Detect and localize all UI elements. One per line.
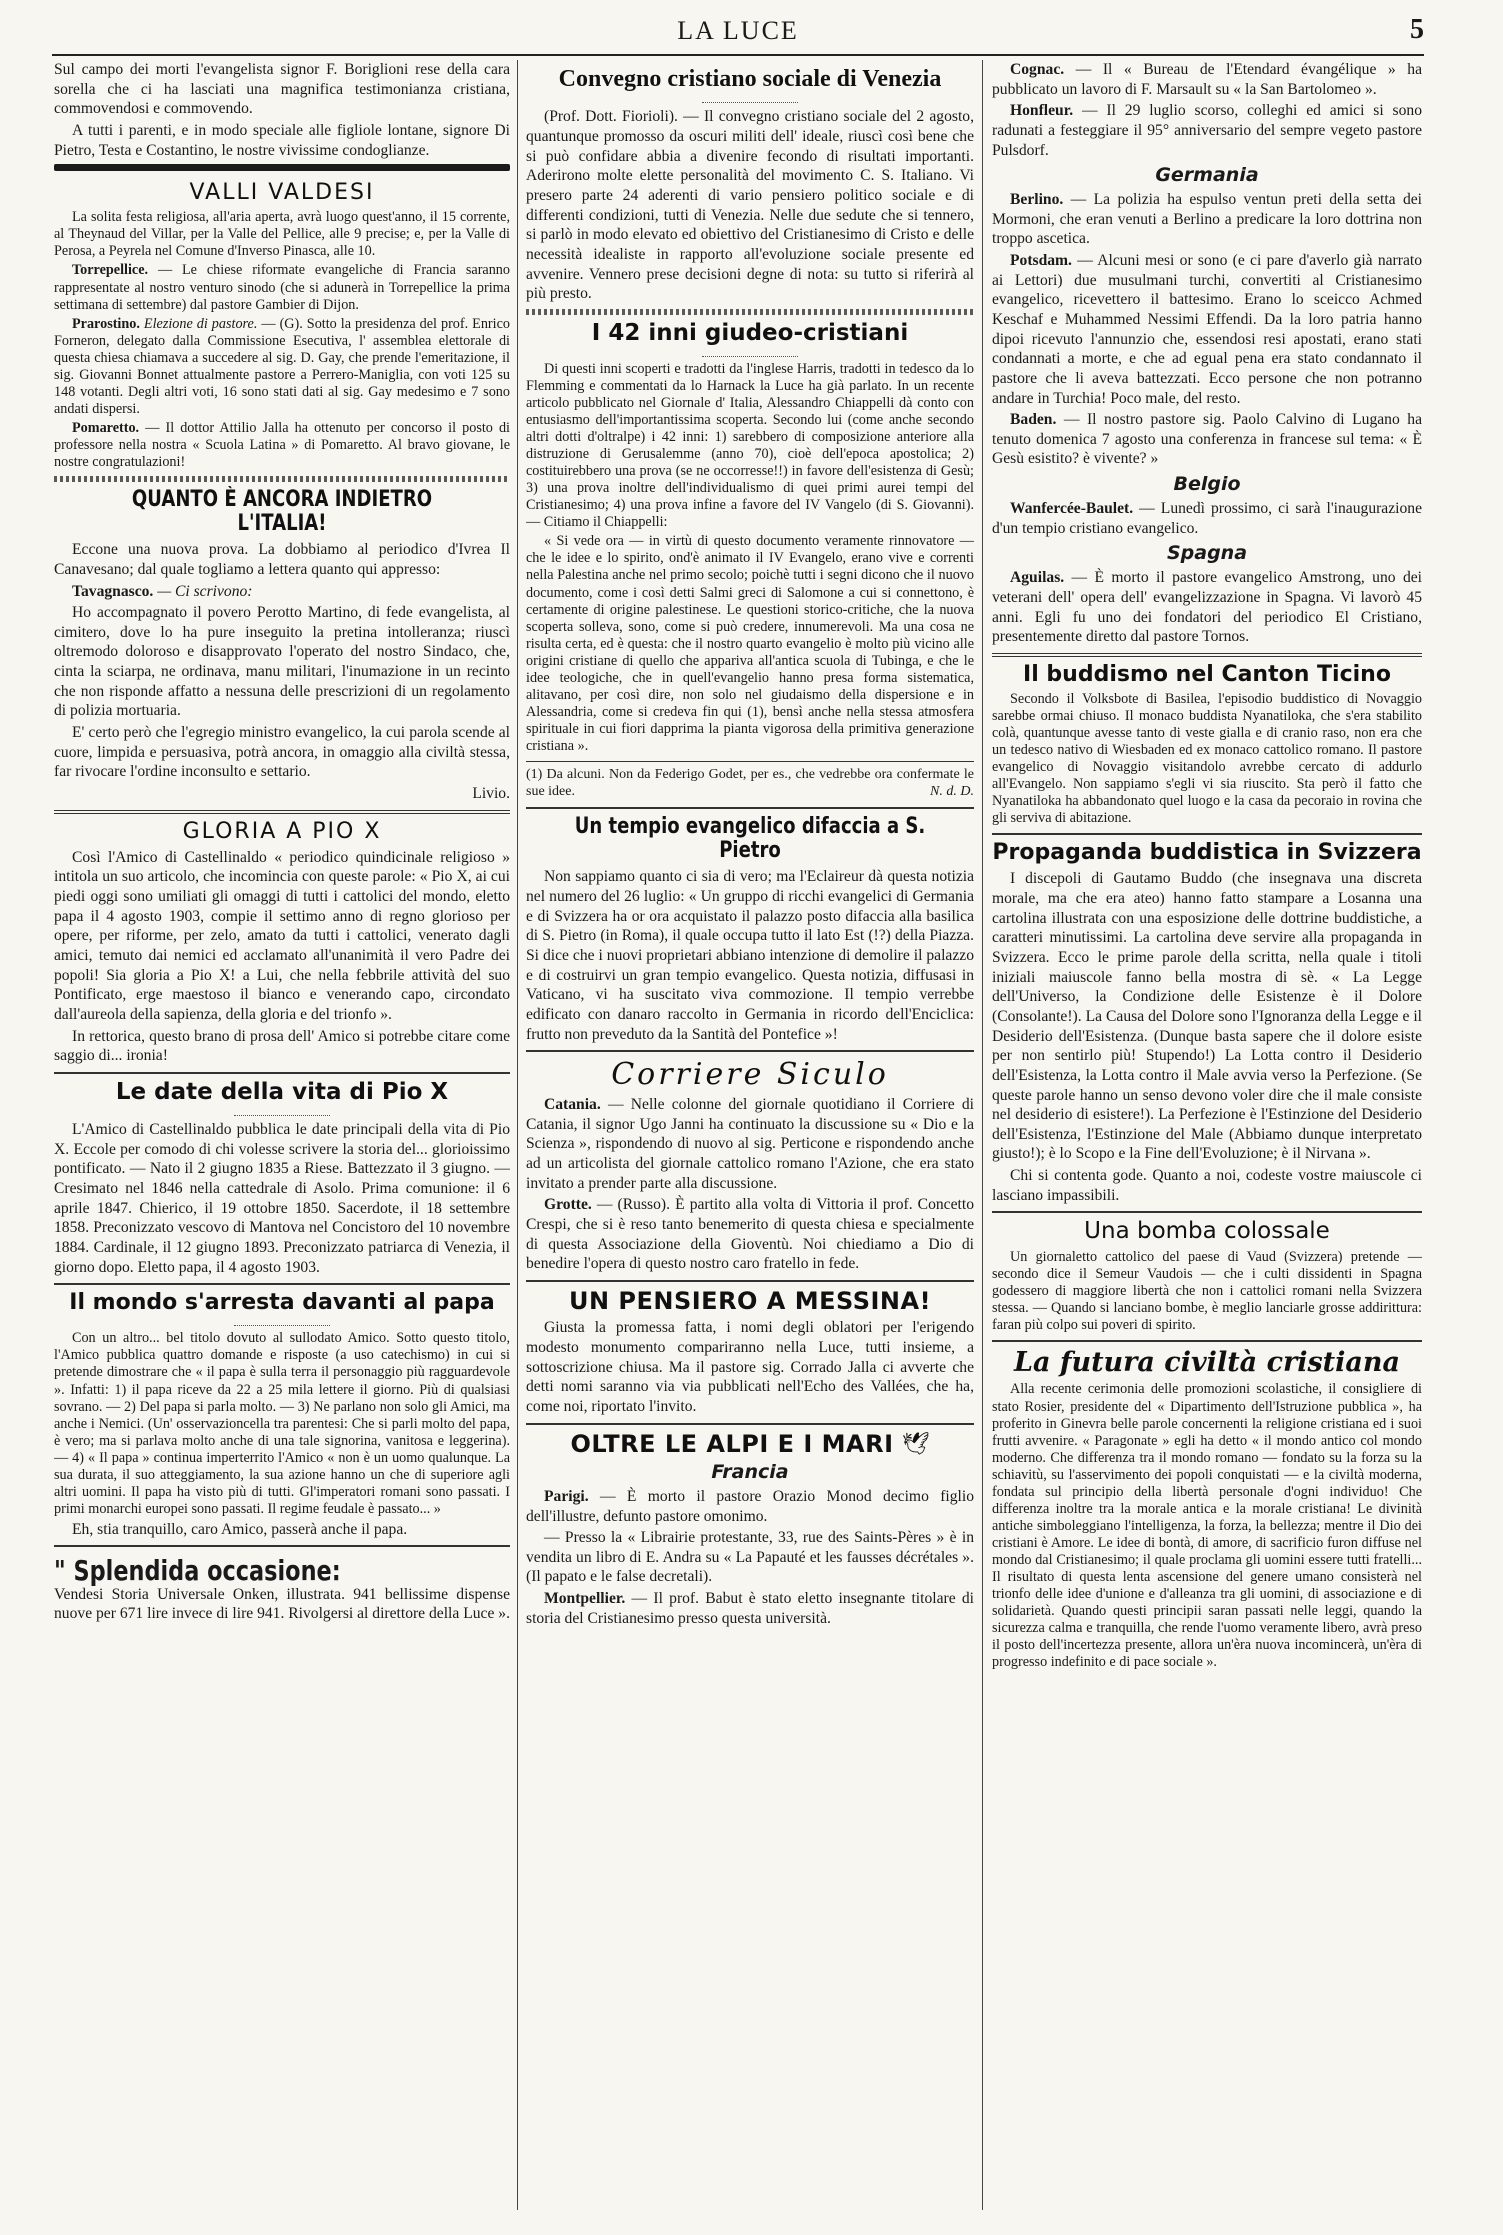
column-divider xyxy=(517,60,518,2210)
separator xyxy=(54,1283,510,1285)
article-text: — Alcuni mesi or sono (e ci pare d'averlo già narrato ai Lettori) due musulmani turchi, convertiti al Cristianesimo evangelico, ricevettero il battesimo. Erano lo sceicco Achmed Keschaf e Muhammed Nessimi Effendi. Da la loro patria hanno dipoi ricevuto l'annunzio che, essendosi resi apostati, erano stati condannati a morte, e che ad egual pena era stato condannato il pastore che li aveva battezzati. Ecco persone che non potranno andare in Turchia! Poco male, del resto. xyxy=(992,252,1422,407)
separator xyxy=(54,1072,510,1074)
separator xyxy=(526,1423,974,1425)
article-paragraph: Eh, stia tranquillo, caro Amico, passerà anche il papa. xyxy=(72,1520,408,1538)
article-text: — (Russo). È partito alla volta di Vittoria il prof. Concetto Crespi, che si è reso tanto benemerito di questa chiesa e specialmente di questa Associazione della Gioventù. Noi chiediamo a Dio di benedire l'opera di questo nostro caro fratello in fede. xyxy=(526,1196,974,1273)
article-text: Elezione di pastore. xyxy=(139,315,258,332)
headline-bomba-colossale: Una bomba colossale xyxy=(1084,1218,1330,1245)
ornament xyxy=(234,1319,330,1326)
article-text: — Il dottor Attilio Jalla ha ottenuto per concorso il posto di professore nella nostra « Scuola Latina » di Pomaretto. Al bravo giovane, le nostre congratulazioni! xyxy=(54,419,510,470)
column-divider xyxy=(982,60,983,2210)
article-paragraph: Ho accompagnato il povero Perotto Martino, di fede evangelista, al cimitero, dove lo ha pure inseguito la pretina intolleranza; riuscì oltremodo doloroso e disapprovato l'operato del nostro Sindaco, che, cinta la sciarpa, ne ordinava, manu militari, l'inumazione in un recinto che non risponde affatto a nessuna delle prescrizioni di un regolamento di polizia mortuaria. xyxy=(54,604,510,720)
place-name: Tavagnasco. xyxy=(72,582,154,600)
article-paragraph: Non sappiamo quanto ci sia di vero; ma l'Eclaireur dà questa notizia nel numero del 26 luglio: « Un gruppo di ricchi evangelici di Germania e di Svizzera ha or ora acquistato il palazzo posto difaccia alla basilica di S. Pietro (in Roma), il quale occupa tutto il lato Est (!?) della Piazza. Si dice che i nuovi proprietari abbiano intenzione di demolire il palazzo e di costruirvi un gran tempio evangelico. Questa notizia, diffusasi in Vaticano, vi ha suscitato viva commozione. Il tempio verrebbe edificato con danaro raccolto in Germania in ricordo dell'Enciclica: frutto non preveduto da la Santità del Pontefice »! xyxy=(526,868,974,1043)
article-paragraph: Alla recente cerimonia delle promozioni scolastiche, il consigliere di stato Rosier, presidente del « Dipartimento dell'Istruzione pubblica », ha proferito in Ginevra belle parole concernenti la religione cristiana ed i suoi frutti avvenire. « Paragonate » egli ha detto « il mondo antico col mondo moderno. Che differenza tra il mondo romano — fondato su la forza su la schiavitù, su l'asservimento dei popoli conquistati — e la civiltà moderna, fondata sul principio della libertà personale d'ogni individuo! Che differenza inoltre tra la morale antica e la morale cristiana! Le divinità antiche simboleggiano l'intelligenza, la forza, la bellezza; mentre il Dio dei cristiani è Amore. Le idee di bontà, di amore, di sacrificio furon diffuse nel mondo dal Cristianesimo; il quale proclama gli uomini essere tutti fratelli... Il risultato di questa lenta ascensione del genere umano consisterà nel trionfo delle idee d'unione e d'alleanza tra gli uomini, di associazione e di solidarietà. Quando questi principii saran passati nelle leggi, quando la sicurezza calma e tranquilla, che rende l'uomo veramente libero, avrà preso il posto dell'incertezza presente, allora un'èra nuova incomincerà, un'èra di progresso indefinito e di pace sociale ». xyxy=(992,1381,1422,1670)
article-paragraph: Di questi inni scoperti e tradotti da l'inglese Harris, tradotti in tedesco da lo Flemming e commentati da lo Harnack la Luce ha già parlato. In un recente articolo pubblicato nel Giornale d' Italia, Alessandro Chiappelli dà conto con entusiasmo dell'importantissima scoperta. Secondo lui (come anche secondo altri dotti d'oltralpe) i 42 inni: 1) sarebbero di composizione anteriore alla distruzione di Gerusalemme (anno 70), cioè dell'epoca apostolica; 2) costituirebbero una prova (se ne occorresse!!) in favore dell'esistenza di Gesù; 3) una prova inoltre dell'individualismo di quei primi aurei tempi del Cristianesimo; 4) una prova infine a favore del IV Vangelo (di S. Giovanni). — Citiamo il Chiappelli: xyxy=(526,361,974,531)
subhead-spagna: Spagna xyxy=(1166,542,1248,565)
article-text: — La polizia ha espulso ventun preti della setta dei Mormoni, che eran venuti a Berlino a predicare la loro dottrina non troppo ascetica. xyxy=(992,191,1422,248)
place-name: Catania. xyxy=(544,1096,601,1114)
place-name: Torrepellice. xyxy=(72,262,149,279)
article-paragraph: (Prof. Dott. Fiorioli). — Il convegno cristiano sociale del 2 agosto, quantunque promosso da oscuri militi dell' ideale, riuscì così bene che si può confidare abbia a divenire fecondo di risultati importanti. Aderirono molte elette personalità del movimento C. S. Italiano. Vi presero parte 24 aderenti di vario pensiero politico sociale e di differenti condizioni, tutti di Venezia. Nelle due sedute che si tennero, si parlò in modo elevato ed obiettivo del Cristianesimo di Cristo e delle necessità idealiste in rapporto all'evoluzione sociale presente ed avvenire. Vennero prese decisioni degne di nota: su tutto si riferirà al più presto. xyxy=(526,108,974,303)
footnote xyxy=(526,761,974,801)
signature: Livio. xyxy=(472,784,510,802)
article-paragraph: E' certo però che l'egregio ministro evangelico, la cui parola scende al cuore, limpida e persuasiva, potrà ancora, in omaggio alla civiltà stessa, far rivocare l'ordine inconsulto e settario. xyxy=(54,724,510,781)
headline-date-pio-x: Le date della vita di Pio X xyxy=(115,1078,449,1105)
swallow-icon: 🕊 xyxy=(901,1430,930,1456)
separator xyxy=(526,309,974,315)
article-paragraph: Giusta la promessa fatta, i nomi degli oblatori per l'erigendo modesto monumento compariranno nella Luce, tutti insieme, a sottoscrizione chiusa. Ma il pastore sig. Corrado Jalla ci avverte che detti nomi saranno via via pubblicati nell'Echo des Vallées, che ha, come noi, riportato l'invito. xyxy=(526,1319,974,1415)
place-name: Cognac. xyxy=(1010,61,1065,78)
article-text: — Il « Bureau de l'Etendard évangélique » ha pubblicato un lavoro di F. Marsault su « la San Bartolomeo ». xyxy=(992,61,1422,98)
separator xyxy=(992,1211,1422,1213)
section-bar xyxy=(54,164,510,171)
footnote-text: (1) Da alcuni. Non da Federigo Godet, per es., che vedrebbe ora confermate le sue idee. xyxy=(526,766,974,800)
article-text: — È morto il pastore evangelico Amstrong, uno dei veterani dell' opera dell' evangelizzazione in Spagna. Vi lavorò 45 anni. Egli fu uno dei fondatori del periodico El Cristiano, presentemente diretto dal pastore Tornos. xyxy=(992,569,1422,646)
headline-convegno: Convegno cristiano sociale di Venezia xyxy=(558,66,942,92)
separator xyxy=(992,1340,1422,1342)
article-paragraph: In rettorica, questo brano di prosa dell' Amico si potrebbe citare come saggio di... ironia! xyxy=(54,1027,510,1065)
ornament xyxy=(702,350,798,357)
place-name: Baden. xyxy=(1010,411,1057,429)
article-paragraph: Così l'Amico di Castellinaldo « periodico quindicinale religioso » intitola un suo articolo, che incomincia con queste parole: « Pio X, ai cui piedi oggi sono umiliati gli omaggi di tutti i cattolici del mondo, eletto papa il 4 agosto 1903, compie il settimo anno di regno glorioso per opere, per riforme, per zelo, amato da tutti i cattolici, venerato dagli amici, temuto dai nemici ed acclamato all'unanimità il vero Padre dei popoli! Sia gloria a Pio X! a Lui, che nella febbrile attività del suo Pontificato, erge maestoso il bianco e venerando capo, circondato dall'aureola della sapienza, della gloria e del trionfo ». xyxy=(54,848,510,1023)
article-paragraph: L'Amico di Castellinaldo pubblica le date principali della vita di Pio X. Eccole per comodo di chi volesse scrivere la storia del... glorioissimo pontificato. — Nato il 2 giugno 1835 a Riese. Battezzato il 3 giugno. — Cresimato nel 1846 nella cattedrale di Asolo. Prima comunione: il 6 aprile 1847. Chierico, il 19 ottobre 1850. Sacerdote, il 18 settembre 1858. Preconizzato vescovo di Mantova nel Concistoro del 10 novembre 1884. Cardinale, il 12 giugno 1893. Preconizzato patriarca di Venezia, il giorno dopo. Eletto papa, il 4 agosto 1903. xyxy=(54,1121,510,1276)
headline-corriere-siculo: Corriere Siculo xyxy=(611,1057,889,1093)
place-name: Montpellier. xyxy=(544,1590,626,1608)
ornament xyxy=(702,96,798,103)
headline-valli-valdesi: VALLI VALDESI xyxy=(189,180,375,206)
article-text: — È morto il pastore Orazio Monod decimo figlio dell'illustre, defunto pastore omonimo. xyxy=(526,1487,974,1525)
headline-propaganda-buddistica: Propaganda buddistica in Svizzera xyxy=(992,840,1422,866)
separator xyxy=(992,653,1422,657)
subhead-francia: Francia xyxy=(711,1460,789,1483)
footnote-signature: N. d. D. xyxy=(930,784,974,800)
page-header xyxy=(52,14,1424,56)
separator xyxy=(526,1050,974,1052)
article-text: — (G). Sotto la presidenza del prof. Enrico Forneron, delegato dalla Commissione Esecutiva, l' assemblea elettorale di questa chiesa chiamava a succedere al sig. D. Gay, che prende l'emeritazione, il sig. Giovanni Bonnet attualmente pastore a Perrero-Maniglia, con voti 125 su 148 votanti. Degli altri voti, 16 sono stati dati al sig. Gay medesimo e 7 sono andati dispersi. xyxy=(54,315,510,417)
subhead-germania: Germania xyxy=(1155,164,1259,187)
separator xyxy=(54,476,510,482)
article-paragraph: I discepoli di Gautamo Buddo (che insegnava una discreta morale, ma che era ateo) hanno fatto stampare a Losanna una cartolina illustrata con una esposizione delle dottrine buddistiche, a caratteri minutissimi. La cartolina deve servire alla propaganda in Svizzera. Ecco le prime parole della scritta, nella quale i titoli iniziali maiuscole fanno bella mostra di sè. « La Legge dell'Universo, la Condizione delle Esistenze è il Dolore (Consolante!). La Causa del Dolore sono l'Ignoranza della Legge e il Desiderio dell'Esistenza. (Dunque basta sapere che il dolore esiste per non sentirlo più! Stupendo!) La Lotta contro il Desiderio dell'Esistenza, la Lotta contro il Male avvia verso la Perfezione. (Se queste parole hanno un senso devono voler dire che il male consiste nel desiderio di esistere!). La Perfezione è l'Estinzione del Desiderio dell'Esistenza, l'Estinzione del Male (Abbiamo dunque interpretato giusto!); è lo Scopo e la Fine dell'Evoluzione; è il Nirvana ». xyxy=(992,870,1422,1163)
ornament xyxy=(234,1109,330,1116)
article-paragraph: Eccone una nuova prova. La dobbiamo al periodico d'Ivrea Il Canavesano; dal quale togliamo a lettera quanto qui appresso: xyxy=(54,541,510,578)
article-paragraph: La solita festa religiosa, all'aria aperta, avrà luogo quest'anno, il 15 corrente, al Theynaud del Villar, per la Valle del Pellice, alle 9 precise; e, per la Valle di Perosa, a Peyrela nel Comune d'Inverso Pinasca, alle 10. xyxy=(54,209,510,260)
article-text: — Il nostro pastore sig. Paolo Calvino di Lugano ha tenuto domenica 7 agosto una conferenza in francese sul tema: « È Gesù esistito? è vivente? » xyxy=(992,411,1422,468)
headline-messina: UN PENSIERO A MESSINA! xyxy=(568,1286,932,1315)
place-name: Wanfercée-Baulet. xyxy=(1010,500,1134,518)
column-3 xyxy=(992,60,1422,2220)
separator xyxy=(526,807,974,809)
article-paragraph: Con un altro... bel titolo dovuto al sullodato Amico. Sotto questo titolo, l'Amico pubblica quattro domande e risposte (a uso catechismo) in cui si pretende dimostrare che « il papa è sulla terra il personaggio più ragguardevole ». Infatti: 1) il papa riceve da 22 a 25 mila lettere il giorno. Più di qualsiasi sovrano. — 2) Del papa si parla molto. — 3) Ne parlano non solo gli Amici, ma anche i Nemici. (Un' osservazioncella tra parentesi: Che si parli molto del papa, è vero; ma si parlava molto anche di una tale signorina, vanitosa e leggerina). — 4) « Il papa » continua imperterrito l'Amico « non è un uomo qualunque. La sua durata, il suo atteggiamento, la sua azione hanno un che di superiore agli altri uomini. Il papa ha visto più di tutti. Gl'imperatori romani sono passati. I primi monarchi europei sono passati. Il regime feudale è passato... » xyxy=(54,1330,510,1517)
article-text: — Nelle colonne del giornale quotidiano il Corriere di Catania, il signor Ugo Janni ha continuato la discussione su « Dio e la Scienza », rispondendo di nuovo al sig. Perticone e rispondendo anche ad un articolista del giornale cattolico romano l'Azione, che era stato invitato a prender parte alla discussione. xyxy=(526,1096,974,1192)
obituary-paragraph: A tutti i parenti, e in modo speciale alle figliole lontane, signore Di Pietro, Testa e Costantino, le nostre vivissime condoglianze. xyxy=(54,121,510,159)
article-text: — Le chiese riformate evangeliche di Francia saranno rappresentate al nostro venturo sinodo (che si adunerà in Torrepellice la prima settimana di settembre) dal pastore Gambier di Dijon. xyxy=(54,262,510,313)
ad-title: " Splendida occasione: xyxy=(54,1554,341,1588)
headline-oltre-alpi xyxy=(526,1431,974,1457)
headline-quanto-indietro: QUANTO È ANCORA INDIETRO L'ITALIA! xyxy=(131,486,433,537)
headline-oltre-alpi-text: OLTRE LE ALPI E I MARI xyxy=(570,1429,894,1458)
article-text: — Lunedì prossimo, ci sarà l'inaugurazione d'un tempio cristiano evangelico. xyxy=(992,500,1422,537)
place-name: Pomaretto. xyxy=(72,419,140,436)
column-2 xyxy=(526,60,974,2220)
article-paragraph: — Presso la « Librairie protestante, 33, rue des Saints-Pères » è in vendita un libro di E. Andra su « La Papauté et les fausses décrétales ». (Il papato e le false decretali). xyxy=(526,1529,974,1586)
place-name: Potsdam. xyxy=(1010,252,1072,270)
place-name: Aguilas. xyxy=(1010,569,1065,587)
subhead-belgio: Belgio xyxy=(1173,473,1241,496)
ad-text: Vendesi Storia Universale Onken, illustrata. 941 bellissime dispense nuove per 671 lire invece di lire 941. Rivolgersi al direttore della Luce ». xyxy=(54,1585,510,1623)
page-number: 5 xyxy=(1410,14,1424,45)
article-text: — Il 29 luglio scorso, colleghi ed amici si sono radunati a festeggiare il 95° anniversario del sempre vegeto pastore Pulsdorf. xyxy=(992,102,1422,159)
headline-tempio-evangelico: Un tempio evangelico difaccia a S. Pietro xyxy=(574,814,926,864)
separator xyxy=(54,1545,510,1547)
headline-gloria-pio-x: GLORIA A PIO X xyxy=(182,818,382,844)
place-name: Grotte. xyxy=(544,1196,592,1214)
place-name: Parigi. xyxy=(544,1487,589,1505)
place-name: Honfleur. xyxy=(1010,102,1074,120)
running-title: LA LUCE xyxy=(677,16,799,45)
article-paragraph: Chi si contenta gode. Quanto a noi, codeste vostre maiuscole ci lasciano impassibili. xyxy=(992,1167,1422,1204)
headline-buddismo-ticino: Il buddismo nel Canton Ticino xyxy=(1023,661,1391,687)
separator xyxy=(54,810,510,814)
place-name: Prarostino. xyxy=(72,315,140,332)
advertisement xyxy=(54,1553,510,1624)
article-paragraph: « Si vede ora — in virtù di questo documento veramente rinnovatore — che le idee e lo spirito, ond'è animato il IV Evangelo, erano vive e correnti nella Palestina anche nel primo secolo; poichè tutti i segni dicono che il nuovo documento, come i così detti Salmi greci di Salomone a cui si connettono, è certamente di origine palestinese. Le questioni storico-critiche, che la nuova scoperta solleva, sono, come si può credere, innumerevoli. Ma una cosa ne risulta certa, ed è questa: che il nostro quarto evangelio è molto più vicino alle origini cristiane di quello che appariva all'antica scuola di Tubinga, e che le idee teologiche, che in quell'evangelio hanno presa forma sistematica, alitavano, per così dire, non solo nel giudaismo della dispersione e in Alessandria, come si credeva fin qui (1), bensì anche nella stessa atmosfera spirituale in cui fiori dapprima la pianta vigorosa della primitiva generazione cristiana ». xyxy=(526,533,974,754)
separator xyxy=(526,1280,974,1282)
place-name: Berlino. xyxy=(1010,191,1064,209)
article-paragraph: Un giornaletto cattolico del paese di Vaud (Svizzera) pretende — secondo dice il Semeur Vaudois — che i culti dissidenti in Spagna godessero di maggiore libertà che non i cattolici romani nella Svizzera stessa. — Quando si lanciano bombe, è meglio lanciarle grosse addirittura: faran più colpo sui poveri di spirito. xyxy=(992,1248,1422,1333)
article-valli-valdesi xyxy=(54,209,510,470)
article-text: — Ci scrivono: xyxy=(153,582,253,600)
obituary-paragraph: Sul campo dei morti l'evangelista signor F. Boriglioni rese della cara sorella che ci ha lasciati una magnifica testimonianza cristiana, commovendosi e commovendo. xyxy=(54,61,510,118)
headline-42-inni: I 42 inni giudeo-cristiani xyxy=(591,319,909,346)
separator xyxy=(992,833,1422,835)
article-text: — Il prof. Babut è stato eletto insegnante titolare di storia del Cristianesimo presso questa università. xyxy=(526,1590,974,1627)
headline-mondo-papa: Il mondo s'arresta davanti al papa xyxy=(69,1290,495,1316)
article-paragraph: Secondo il Volksbote di Basilea, l'episodio buddistico di Novaggio sarebbe ormai chiuso. Il monaco buddista Nyanatiloka, che s'era stabilito colà, quantunque avesse tanto di veste gialla e di cranio raso, non era che un tedesco nativo di Wiesbaden ed ex monaco cattolico romano. Il pastore evangelico di Novaggio visitandolo avrebbe cercato di addurlo all'Evangelo. Non sappiamo s'egli vi sia riuscito. Sta però il fatto che Nyanatiloka ha abbandonato quel luogo e la casa da pecoraio in rovina che gli serviva di abitazione. xyxy=(992,691,1422,827)
column-1 xyxy=(54,60,510,2220)
headline-futura-civilta: La futura civiltà cristiana xyxy=(1013,1346,1401,1378)
newspaper-page xyxy=(52,14,1424,2222)
